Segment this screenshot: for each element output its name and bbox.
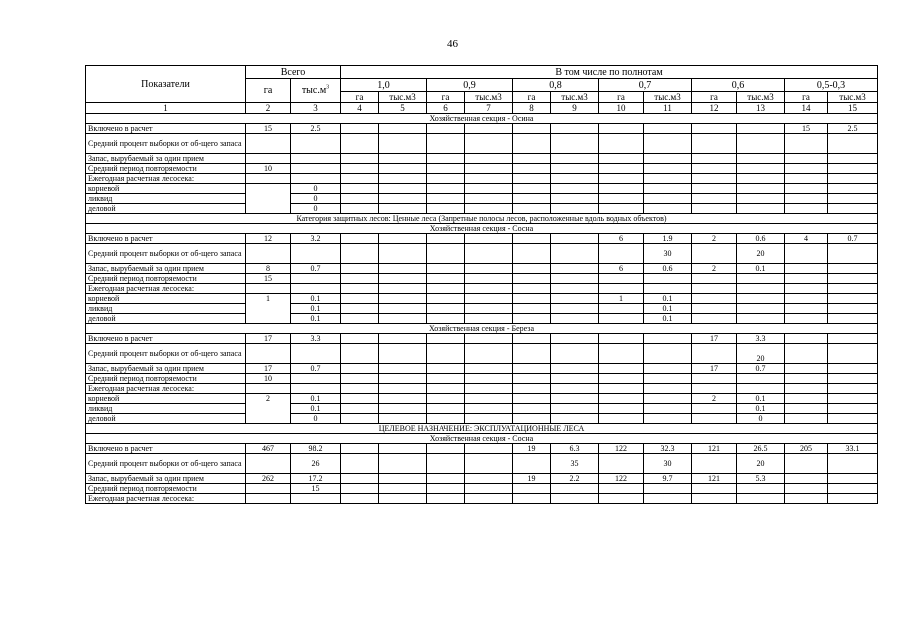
- cell: 0.1: [737, 404, 785, 414]
- cell: 122: [599, 444, 644, 454]
- table-row: [86, 234, 878, 244]
- cell: 19: [513, 444, 551, 454]
- header-density: 0,6: [692, 79, 785, 92]
- table-row: [86, 124, 878, 134]
- row-label: Средний процент выборки от об-щего запаса: [86, 134, 246, 154]
- table-row: [86, 174, 878, 184]
- section-row: [86, 114, 878, 124]
- cell: 3.3: [291, 334, 341, 344]
- table-row: [86, 444, 878, 454]
- cell: 0.1: [644, 294, 692, 304]
- table-row: [86, 134, 878, 154]
- row-label: Средний период повторяемости: [86, 484, 246, 494]
- cell: 19: [513, 474, 551, 484]
- col-num: 9: [551, 103, 599, 114]
- cell: 15: [246, 274, 291, 284]
- row-label: Включено в расчет: [86, 444, 246, 454]
- cell: 20: [737, 244, 785, 264]
- row-label: Средний период повторяемости: [86, 374, 246, 384]
- header-total-ha: га: [246, 79, 291, 103]
- col-num: 1: [86, 103, 246, 114]
- row-label: деловой: [86, 314, 246, 324]
- table-row: [86, 154, 878, 164]
- table-row: [86, 414, 878, 424]
- cell: 1: [599, 294, 644, 304]
- cell: 35: [551, 454, 599, 474]
- cell: 3.3: [737, 334, 785, 344]
- row-label: Запас, вырубаемый за один прием: [86, 364, 246, 374]
- page-number: 46: [447, 38, 458, 50]
- row-label: корневой: [86, 394, 246, 404]
- col-num: 4: [341, 103, 379, 114]
- table-row: [86, 384, 878, 394]
- col-num: 7: [465, 103, 513, 114]
- col-num: 5: [379, 103, 427, 114]
- row-label: Средний процент выборки от об-щего запаса: [86, 344, 246, 364]
- table-row: [86, 314, 878, 324]
- row-label: Запас, вырубаемый за один прием: [86, 264, 246, 274]
- cell: 6: [599, 264, 644, 274]
- cell: 12: [246, 234, 291, 244]
- row-label: корневой: [86, 184, 246, 194]
- cell: 1: [246, 294, 291, 324]
- section-title: Хозяйственная секция - Сосна: [86, 224, 878, 234]
- col-num: 15: [828, 103, 878, 114]
- cell: 122: [599, 474, 644, 484]
- table-row: [86, 494, 878, 504]
- header-density: 0,7: [599, 79, 692, 92]
- table-row: [86, 454, 878, 474]
- cell: 2.5: [828, 124, 878, 134]
- col-num: 12: [692, 103, 737, 114]
- row-label: Запас, вырубаемый за один прием: [86, 474, 246, 484]
- table-row: [86, 374, 878, 384]
- cell: 0.7: [737, 364, 785, 374]
- cell: 0.6: [644, 264, 692, 274]
- row-label: Ежегодная расчетная лесосека:: [86, 494, 246, 504]
- row-label: Ежегодная расчетная лесосека:: [86, 174, 246, 184]
- cell: 205: [785, 444, 828, 454]
- table-row: [86, 274, 878, 284]
- cell: 30: [644, 244, 692, 264]
- cell: 0.1: [291, 404, 341, 414]
- section-row: [86, 214, 878, 224]
- row-label: ликвид: [86, 304, 246, 314]
- cell: 2.2: [551, 474, 599, 484]
- row-label: Средний период повторяемости: [86, 274, 246, 284]
- cell: 0.7: [291, 364, 341, 374]
- row-label: Запас, вырубаемый за один прием: [86, 154, 246, 164]
- table-row: [86, 264, 878, 274]
- cell: 17: [692, 364, 737, 374]
- header-ha: га: [599, 92, 644, 103]
- table-row: [86, 474, 878, 484]
- table-row: [86, 284, 878, 294]
- cell: 33.1: [828, 444, 878, 454]
- row-label: деловой: [86, 204, 246, 214]
- col-num: 8: [513, 103, 551, 114]
- row-label: Средний процент выборки от об-щего запаса: [86, 244, 246, 264]
- cell: 98.2: [291, 444, 341, 454]
- cell: 0.1: [291, 394, 341, 404]
- header-density: 0,9: [427, 79, 513, 92]
- cell: 9.7: [644, 474, 692, 484]
- cell: 0.7: [828, 234, 878, 244]
- cell: 17: [246, 334, 291, 344]
- table-row: [86, 244, 878, 264]
- cell: 0.1: [737, 394, 785, 404]
- cell: 26: [291, 454, 341, 474]
- cell: 0: [291, 204, 341, 214]
- col-num: 6: [427, 103, 465, 114]
- table-row: [86, 294, 878, 304]
- header-m3: тыс.м3: [551, 92, 599, 103]
- cell: 15: [291, 484, 341, 494]
- header-ha: га: [785, 92, 828, 103]
- table-row: [86, 304, 878, 314]
- cell: 17: [692, 334, 737, 344]
- cell: 17: [246, 364, 291, 374]
- section-row: [86, 424, 878, 434]
- header-total: Всего: [246, 66, 341, 79]
- col-num: 2: [246, 103, 291, 114]
- row-label: деловой: [86, 414, 246, 424]
- cell: 8: [246, 264, 291, 274]
- table-row: [86, 204, 878, 214]
- cell: 0: [291, 184, 341, 194]
- cell: 6: [599, 234, 644, 244]
- cell: 15: [785, 124, 828, 134]
- header-density: 1,0: [341, 79, 427, 92]
- cell: 0.1: [737, 264, 785, 274]
- table-row: [86, 194, 878, 204]
- cell: 4: [785, 234, 828, 244]
- section-row: [86, 224, 878, 234]
- cell: 2: [692, 394, 737, 404]
- table-row: [86, 164, 878, 174]
- header-m3: тыс.м3: [644, 92, 692, 103]
- cell: 0.1: [644, 304, 692, 314]
- cell: 2.5: [291, 124, 341, 134]
- section-row: [86, 324, 878, 334]
- section-title: Хозяйственная секция - Осина: [86, 114, 878, 124]
- cell: 2: [692, 264, 737, 274]
- row-label: Ежегодная расчетная лесосека:: [86, 284, 246, 294]
- cell: 20: [737, 344, 785, 364]
- row-label: Ежегодная расчетная лесосека:: [86, 384, 246, 394]
- table-row: [86, 344, 878, 364]
- row-label: ликвид: [86, 404, 246, 414]
- cell: 0.1: [291, 304, 341, 314]
- col-num: 11: [644, 103, 692, 114]
- cell: 0.1: [291, 294, 341, 304]
- cell: 10: [246, 164, 291, 174]
- category-title: Категория защитных лесов: Ценные леса (Запретные полосы лесов, расположенные вдоль водных объектов): [86, 214, 878, 224]
- table-row: [86, 184, 878, 194]
- cell: 0: [291, 194, 341, 204]
- header-density: 0,8: [513, 79, 599, 92]
- cell: 2: [246, 394, 291, 424]
- cell: 26.5: [737, 444, 785, 454]
- row-label: Средний период повторяемости: [86, 164, 246, 174]
- section-row: [86, 434, 878, 444]
- cell: 10: [246, 374, 291, 384]
- col-num: 10: [599, 103, 644, 114]
- row-label: корневой: [86, 294, 246, 304]
- purpose-title: ЦЕЛЕВОЕ НАЗНАЧЕНИЕ: ЭКСПЛУАТАЦИОННЫЕ ЛЕСА: [86, 424, 878, 434]
- cell: 262: [246, 474, 291, 484]
- table-row: [86, 484, 878, 494]
- header-by-density: В том числе по полнотам: [341, 66, 878, 79]
- header-density: 0,5-0,3: [785, 79, 878, 92]
- header-m3: тыс.м3: [737, 92, 785, 103]
- table-row: [86, 394, 878, 404]
- cell: 32.3: [644, 444, 692, 454]
- cell: 30: [644, 454, 692, 474]
- cell: 121: [692, 444, 737, 454]
- table-row: [86, 364, 878, 374]
- cell: 15: [246, 124, 291, 134]
- row-label: Средний процент выборки от об-щего запаса: [86, 454, 246, 474]
- col-num: 13: [737, 103, 785, 114]
- cell: 3.2: [291, 234, 341, 244]
- cell: 5.3: [737, 474, 785, 484]
- header-row-1: [86, 66, 878, 79]
- column-numbers-row: [86, 103, 878, 114]
- cell: 0: [291, 414, 341, 424]
- cell: 467: [246, 444, 291, 454]
- table-row: [86, 334, 878, 344]
- header-ha: га: [513, 92, 551, 103]
- header-ha: га: [692, 92, 737, 103]
- row-label: Включено в расчет: [86, 124, 246, 134]
- section-title: Хозяйственная секция - Береза: [86, 324, 878, 334]
- header-indicators: Показатели: [86, 66, 246, 103]
- cell: 1.9: [644, 234, 692, 244]
- cell: 6.3: [551, 444, 599, 454]
- header-ha: га: [341, 92, 379, 103]
- header-m3: тыс.м3: [465, 92, 513, 103]
- row-label: Включено в расчет: [86, 234, 246, 244]
- header-ha: га: [427, 92, 465, 103]
- cell: 0: [737, 414, 785, 424]
- col-num: 14: [785, 103, 828, 114]
- col-num: 3: [291, 103, 341, 114]
- cell: 121: [692, 474, 737, 484]
- header-m3: тыс.м3: [379, 92, 427, 103]
- cell: 0.7: [291, 264, 341, 274]
- table-row: [86, 404, 878, 414]
- forest-data-table: [85, 65, 878, 504]
- cell: 2: [692, 234, 737, 244]
- row-label: Включено в расчет: [86, 334, 246, 344]
- cell: 0.6: [737, 234, 785, 244]
- header-m3: тыс.м3: [828, 92, 878, 103]
- cell: 0.1: [644, 314, 692, 324]
- row-label: ликвид: [86, 194, 246, 204]
- cell: 0.1: [291, 314, 341, 324]
- section-title: Хозяйственная секция - Сосна: [86, 434, 878, 444]
- header-total-m3: $тыс.м^3$: [291, 79, 341, 103]
- cell: 20: [737, 454, 785, 474]
- cell: 17.2: [291, 474, 341, 484]
